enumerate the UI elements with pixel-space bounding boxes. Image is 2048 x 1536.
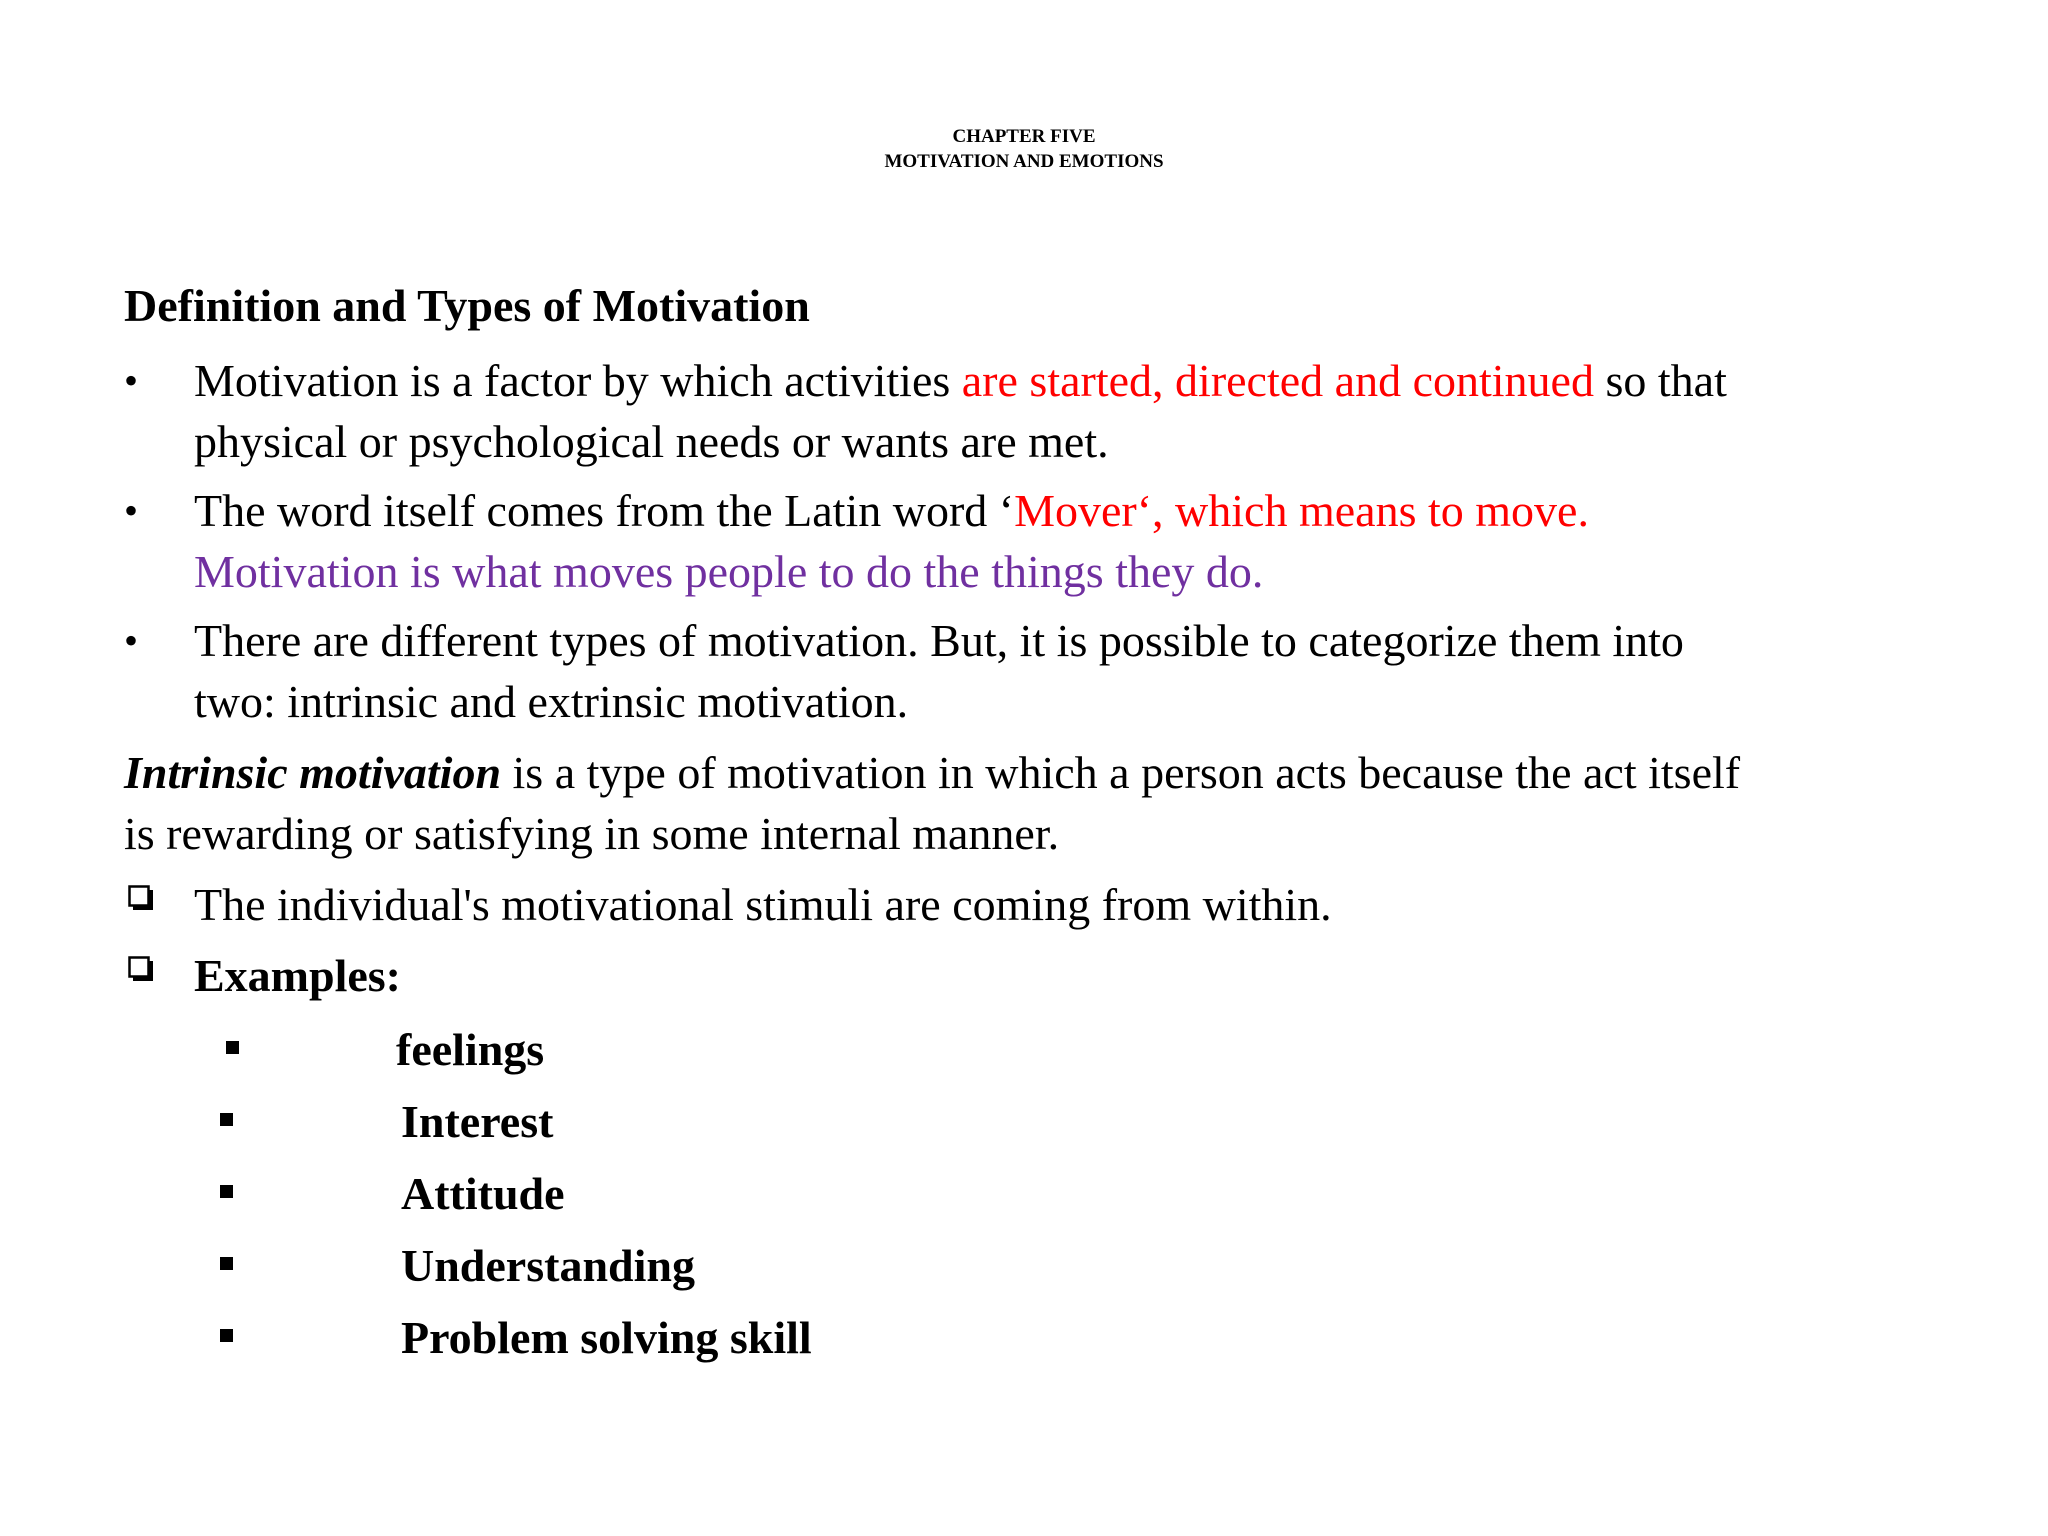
text-run: Motivation is a factor by which activities [194,355,962,406]
example-label: Attitude [401,1168,565,1219]
square-bullet-icon [220,1329,233,1342]
bullet-line-2: physical or psychological needs or wants are met. [194,416,1109,467]
intrinsic-line-2: is rewarding or satisfying in some internal manner. [124,808,1060,859]
text-run: so that [1593,355,1727,406]
chapter-number: CHAPTER FIVE [952,126,1096,147]
bullet-dot-icon: • [124,358,139,403]
square-bullet-icon [226,1041,239,1054]
list-item [124,1302,1944,1374]
list-item [124,1086,1944,1158]
checkbox-label: The individual's motivational stimuli are coming from within. [194,879,1332,930]
square-bullet-icon [220,1185,233,1198]
intrinsic-line-1 [124,742,1944,803]
checkbox-item-stimuli [124,874,1944,935]
section-heading: Definition and Types of Motivation [124,280,810,331]
example-label: feelings [396,1024,545,1075]
chapter-title: MOTIVATION AND EMOTIONS [884,151,1164,172]
highlight-red: are started, directed and continued [961,355,1594,406]
highlight-red: Mover‘, which means to move. [1014,485,1589,536]
bullet-definition [124,350,1944,472]
bullet-line-1: There are different types of motivation. But, it is possible to categorize them into [194,615,1684,666]
chapter-header [0,124,2048,174]
bullet-line-1 [194,350,1944,411]
intrinsic-paragraph [124,742,1944,864]
example-label: Problem solving skill [401,1312,812,1363]
text-run: The word itself comes from the Latin word ‘ [194,485,1015,536]
bullet-etymology [124,480,1944,602]
checkbox-square-icon [128,885,154,911]
examples-list [124,1014,1944,1374]
slide-content [124,270,1944,1374]
example-label: Interest [401,1096,554,1147]
bullet-dot-icon: • [124,488,139,533]
bullet-line-1 [194,480,1944,541]
bullet-types [124,610,1944,732]
intrinsic-rest: is a type of motivation in which a person acts because the act itself [501,747,1741,798]
bullet-line-2: two: intrinsic and extrinsic motivation. [194,676,909,727]
checkbox-square-icon [128,956,154,982]
examples-label: Examples: [194,950,401,1001]
list-item [124,1158,1944,1230]
list-item [124,1014,1944,1086]
intrinsic-term: Intrinsic motivation [124,747,502,798]
list-item [124,1230,1944,1302]
bullet-line-2-purple: Motivation is what moves people to do the things they do. [194,546,1264,597]
example-label: Understanding [401,1240,695,1291]
bullet-dot-icon: • [124,618,139,663]
checkbox-item-examples [124,945,1944,1006]
square-bullet-icon [220,1257,233,1270]
square-bullet-icon [220,1113,233,1126]
